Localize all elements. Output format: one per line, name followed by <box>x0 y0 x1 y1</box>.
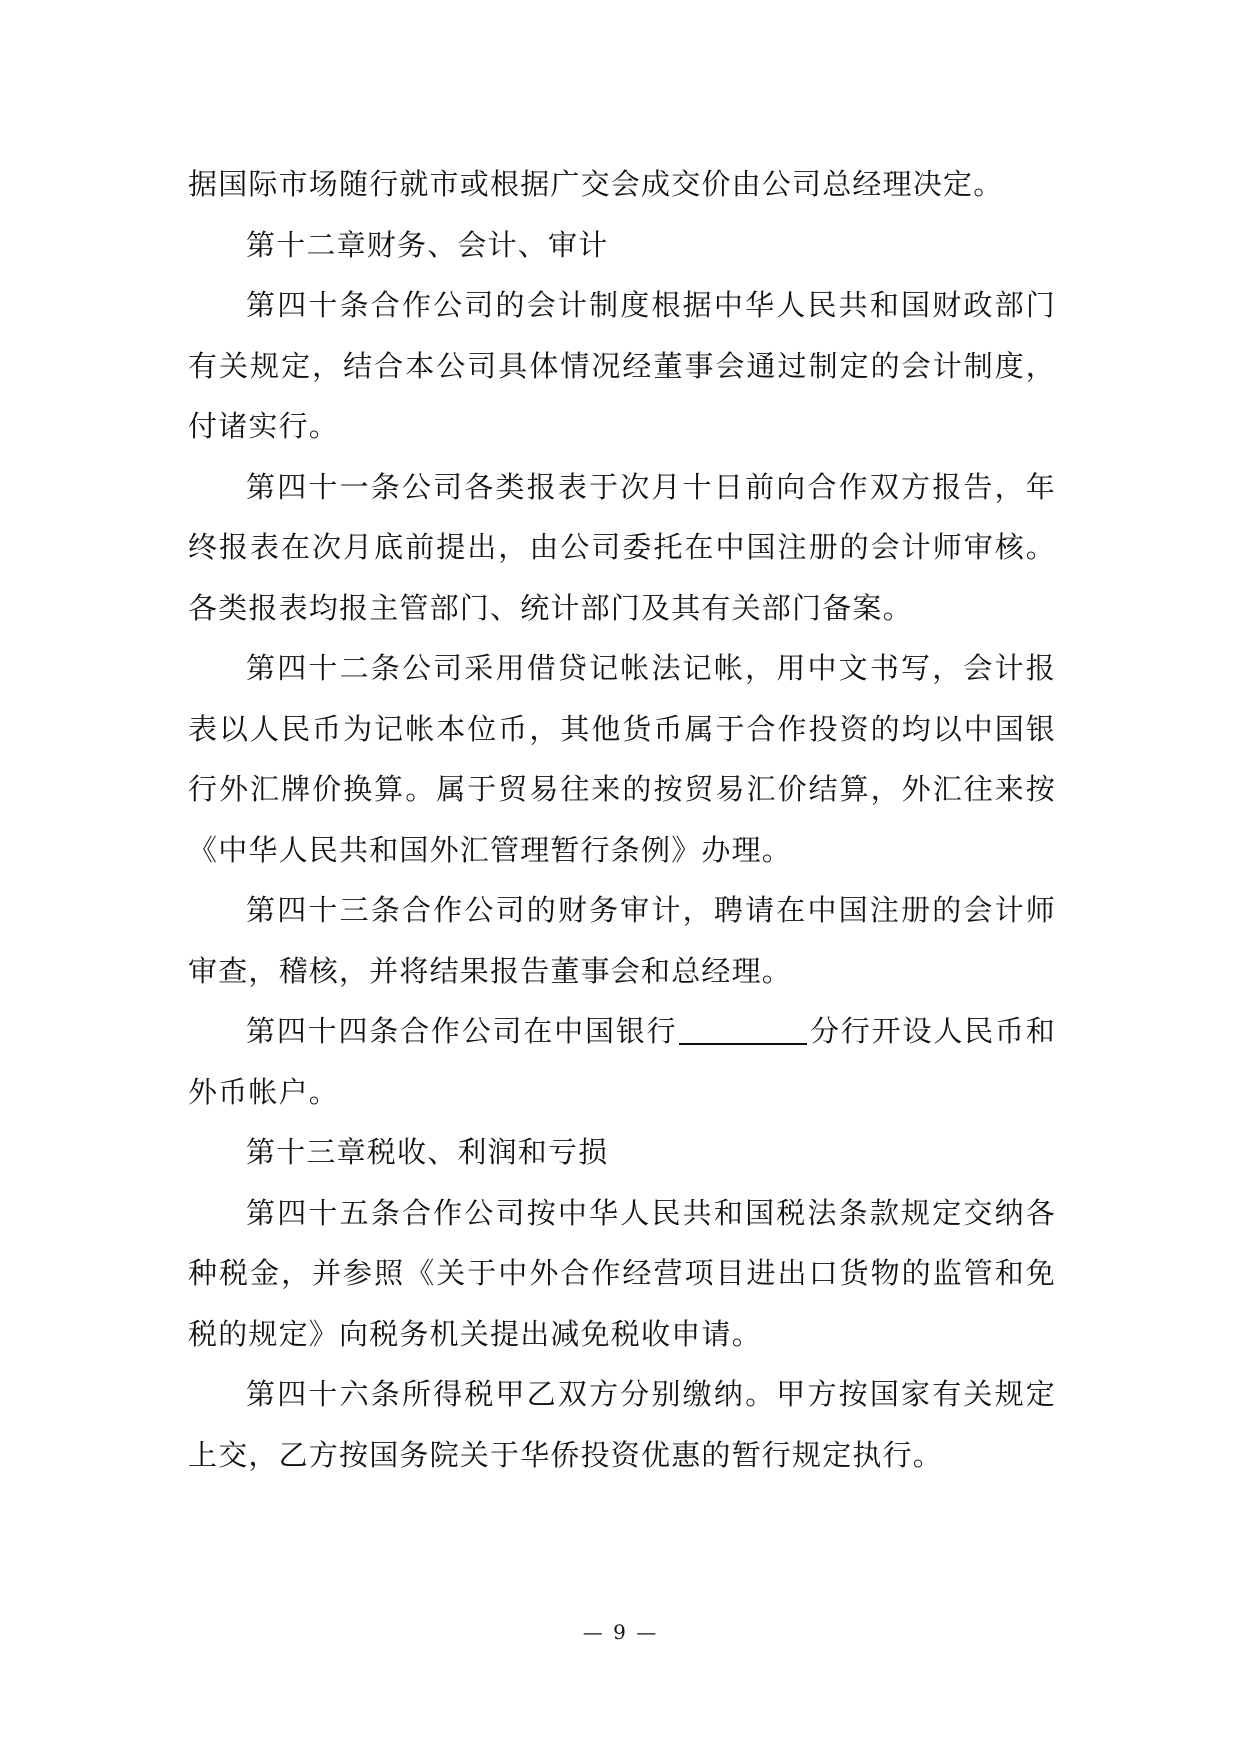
article-42: 第四十二条公司采用借贷记帐法记帐，用中文书写，会计报表以人民币为记帐本位币，其他货币属于合作投资的均以中国银行外汇牌价换算。属于贸易往来的按贸易汇价结算，外汇往来按《中华人民共和国外汇管理暂行条例》办理。 <box>188 651 1056 867</box>
article-41: 第四十一条公司各类报表于次月十日前向合作双方报告，年终报表在次月底前提出，由公司委托在中国注册的会计师审核。各类报表均报主管部门、统计部门及其有关部门备案。 <box>188 469 1056 625</box>
paragraph-continuation: 据国际市场随行就市或根据广交会成交价由公司总经理决定。 <box>188 167 1004 201</box>
body-text <box>188 154 1056 1485</box>
article-46: 第四十六条所得税甲乙双方分别缴纳。甲方按国家有关规定上交，乙方按国务院关于华侨投资优惠的暂行规定执行。 <box>188 1377 1056 1472</box>
chapter-heading-12: 第十二章财务、会计、审计 <box>246 227 609 262</box>
chapter-heading-13: 第十三章税收、利润和亏损 <box>246 1135 609 1169</box>
article-45: 第四十五条合作公司按中华人民共和国税法条款规定交纳各种税金，并参照《关于中外合作经营项目进出口货物的监管和免税的规定》向税务机关提出减免税收申请。 <box>188 1195 1056 1351</box>
bank-branch-blank-line <box>679 1015 807 1045</box>
article-44-after-blank: 分行开设人民币和外币帐户。 <box>188 1014 1056 1109</box>
page-number: — 9 — <box>582 1620 659 1644</box>
article-44-before-blank: 第四十四条合作公司在中国银行 <box>246 1014 678 1048</box>
article-40: 第四十条合作公司的会计制度根据中华人民共和国财政部门有关规定，结合本公司具体情况经董事会通过制定的会计制度，付诸实行。 <box>188 288 1056 443</box>
article-44 <box>188 1001 1056 1122</box>
article-43: 第四十三条合作公司的财务审计，聘请在中国注册的会计师审查，稽核，并将结果报告董事会和总经理。 <box>188 893 1056 988</box>
